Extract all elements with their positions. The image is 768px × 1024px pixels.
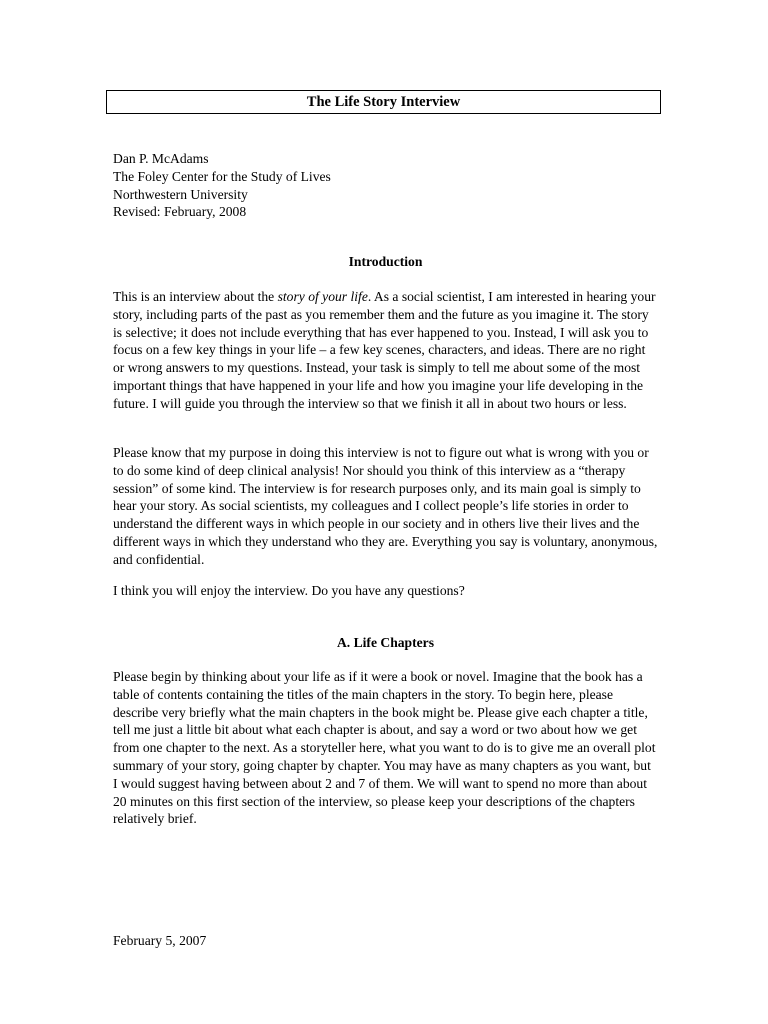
introduction-paragraph-3: I think you will enjoy the interview. Do you have any questions?	[113, 583, 465, 598]
revision-date: Revised: February, 2008	[113, 204, 247, 220]
author-name: Dan P. McAdams	[113, 151, 209, 166]
footer-date: February 5, 2007	[113, 933, 207, 948]
author-center: The Foley Center for the Study of Lives	[113, 168, 331, 184]
author-block	[113, 150, 658, 221]
introduction-paragraph-2: Please know that my purpose in doing this interview is not to figure out what is wrong with you or to do some kind of deep clinical analysis! Nor should you think of this interview as a “therapy session” of some kind. The interview is for research purposes only, and its main goal is simply to hear your story. As social scientists, my colleagues and I collect people’s life stories in order to understand the different ways in which people in our society and in others live their lives and the different ways in which they understand who they are. Everything you say is voluntary, anonymous, and confidential.	[113, 445, 658, 567]
introduction-paragraph-1	[113, 288, 658, 413]
intro-p1-emphasis: story of your life	[277, 289, 368, 304]
document-title: The Life Story Interview	[106, 90, 661, 114]
life-chapters-heading: A. Life Chapters	[336, 635, 435, 650]
intro-p1-rest: . As a social scientist, I am interested in hearing your story, including parts of the past as you remember them and the future as you imagine it. The story is selective; it does not include everything that has ever happened to you. Instead, I will ask you to focus on a few key things in your life – a few key scenes, characters, and ideas. There are no right or wrong answers to my questions. Instead, your task is simply to tell me about some of the most important things that have happened in your life and how you imagine your life developing in the future. I will guide you through the interview so that we finish it all in about two hours or less.	[113, 289, 656, 411]
life-chapters-paragraph: Please begin by thinking about your life as if it were a book or novel. Imagine that the book has a table of contents containing the titles of the main chapters in the story. To begin here, please describe very briefly what the main chapters in the book might be. Please give each chapter a title, tell me just a little bit about what each chapter is about, and say a word or two about how we get from one chapter to the next. As a storyteller here, what you want to do is to give me an overall plot summary of your story, going chapter by chapter. You may have as many chapters as you want, but I would suggest having between about 2 and 7 of them. We will want to spend no more than about 20 minutes on this first section of the interview, so please keep your descriptions of the chapters relatively brief.	[113, 669, 656, 827]
intro-p1-start: This is an interview about the	[113, 289, 278, 304]
author-university: Northwestern University	[113, 186, 248, 202]
introduction-heading: Introduction	[348, 254, 423, 269]
